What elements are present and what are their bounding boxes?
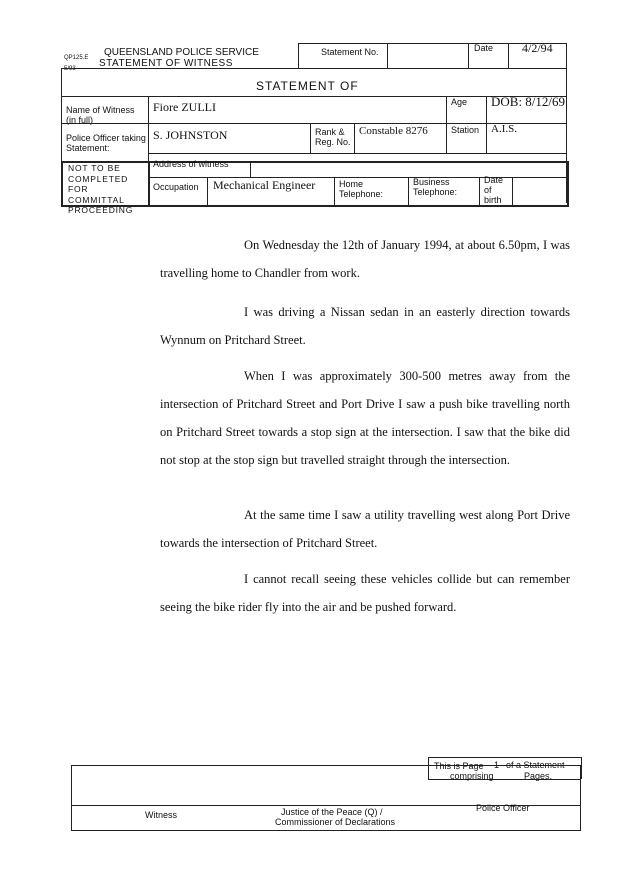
statement-no-label: Statement No. xyxy=(321,47,379,57)
rule xyxy=(148,161,150,207)
date-of-birth-label: Date of birth xyxy=(484,175,504,205)
rank-label: Rank & Reg. No. xyxy=(315,127,351,147)
rule xyxy=(61,68,62,162)
statement-paragraph: At the same time I saw a utility travelling west along Port Drive towards the intersection of Pritchard Street. xyxy=(160,508,570,550)
age-value: DOB: 8/12/69 xyxy=(491,94,566,109)
witness-signature-label: Witness xyxy=(145,810,178,820)
agency-name: QUEENSLAND POLICE SERVICE xyxy=(104,47,259,58)
restricted-notice: NOT TO BE COMPLETED FOR COMMITTAL PROCEEDING xyxy=(68,163,134,215)
form-title: STATEMENT OF WITNESS xyxy=(99,58,233,69)
date-value: 4/2/94 xyxy=(522,41,553,55)
home-telephone-label: Home Telephone: xyxy=(339,179,384,199)
witness-name-value: Fiore ZULLI xyxy=(153,100,216,114)
age-label: Age xyxy=(451,97,468,107)
page-of-label: of a Statement xyxy=(506,760,565,770)
station-label: Station xyxy=(451,125,480,135)
officer-value: S. JOHNSTON xyxy=(153,128,228,142)
statement-paragraph: I was driving a Nissan sedan in an easterly direction towards Wynnum on Pritchard Street. xyxy=(160,305,570,347)
occupation-label: Occupation xyxy=(153,182,199,192)
rule xyxy=(428,757,581,758)
rule xyxy=(486,123,487,153)
statement-paragraph: When I was approximately 300-500 metres away from the intersection of Pritchard Street and Port Drive I saw a push bike travelling north on Pritchard Street towards a stop sign at the intersection. I saw that the bike did not stop at the stop sign but travelled straight through the intersection. xyxy=(160,369,570,467)
page-label: This is Page xyxy=(434,761,484,771)
rule xyxy=(512,177,513,207)
statement-paragraph: I cannot recall seeing these vehicles collide but can remember seeing the bike rider fly into the air and be pushed forward. xyxy=(160,572,570,614)
date-label: Date xyxy=(474,43,494,53)
address-label: Address of witness xyxy=(153,159,229,169)
form-code: QP125.E xyxy=(64,55,89,61)
rule xyxy=(334,177,335,207)
pages-label: Pages. xyxy=(524,771,553,781)
rule xyxy=(486,96,487,123)
rule xyxy=(298,43,299,68)
rule xyxy=(207,177,208,207)
station-value: A.I.S. xyxy=(491,123,517,135)
form-date: 5/93 xyxy=(64,66,76,72)
rule xyxy=(479,177,480,207)
rule xyxy=(387,43,388,68)
rule xyxy=(446,96,447,123)
officer-signature-label: Police Officer xyxy=(476,803,530,813)
comprising-label: comprising xyxy=(450,771,494,781)
rule xyxy=(310,123,311,153)
rule xyxy=(148,153,566,154)
statement-of-title: STATEMENT OF xyxy=(256,79,359,93)
witness-name-label: Name of Witness (in full) xyxy=(66,105,135,125)
jp-signature-label: Justice of the Peace (Q) / xyxy=(281,807,383,817)
statement-paragraph: On Wednesday the 12th of January 1994, at about 6.50pm, I was travelling home to Chandler from work. xyxy=(160,238,570,280)
rule xyxy=(508,43,509,68)
rule xyxy=(61,68,566,69)
officer-label: Police Officer taking Statement: xyxy=(66,133,146,153)
occupation-value: Mechanical Engineer xyxy=(213,178,316,192)
rule xyxy=(408,177,409,207)
page-number: 1 xyxy=(494,760,500,770)
rule xyxy=(250,161,251,177)
business-telephone-label: Business Telephone: xyxy=(413,177,458,197)
rule xyxy=(428,757,429,779)
commissioner-label: Commissioner of Declarations xyxy=(275,817,396,827)
rule xyxy=(468,43,469,68)
rule xyxy=(581,757,582,779)
rank-value: Constable 8276 xyxy=(359,125,428,137)
rule xyxy=(446,123,447,153)
